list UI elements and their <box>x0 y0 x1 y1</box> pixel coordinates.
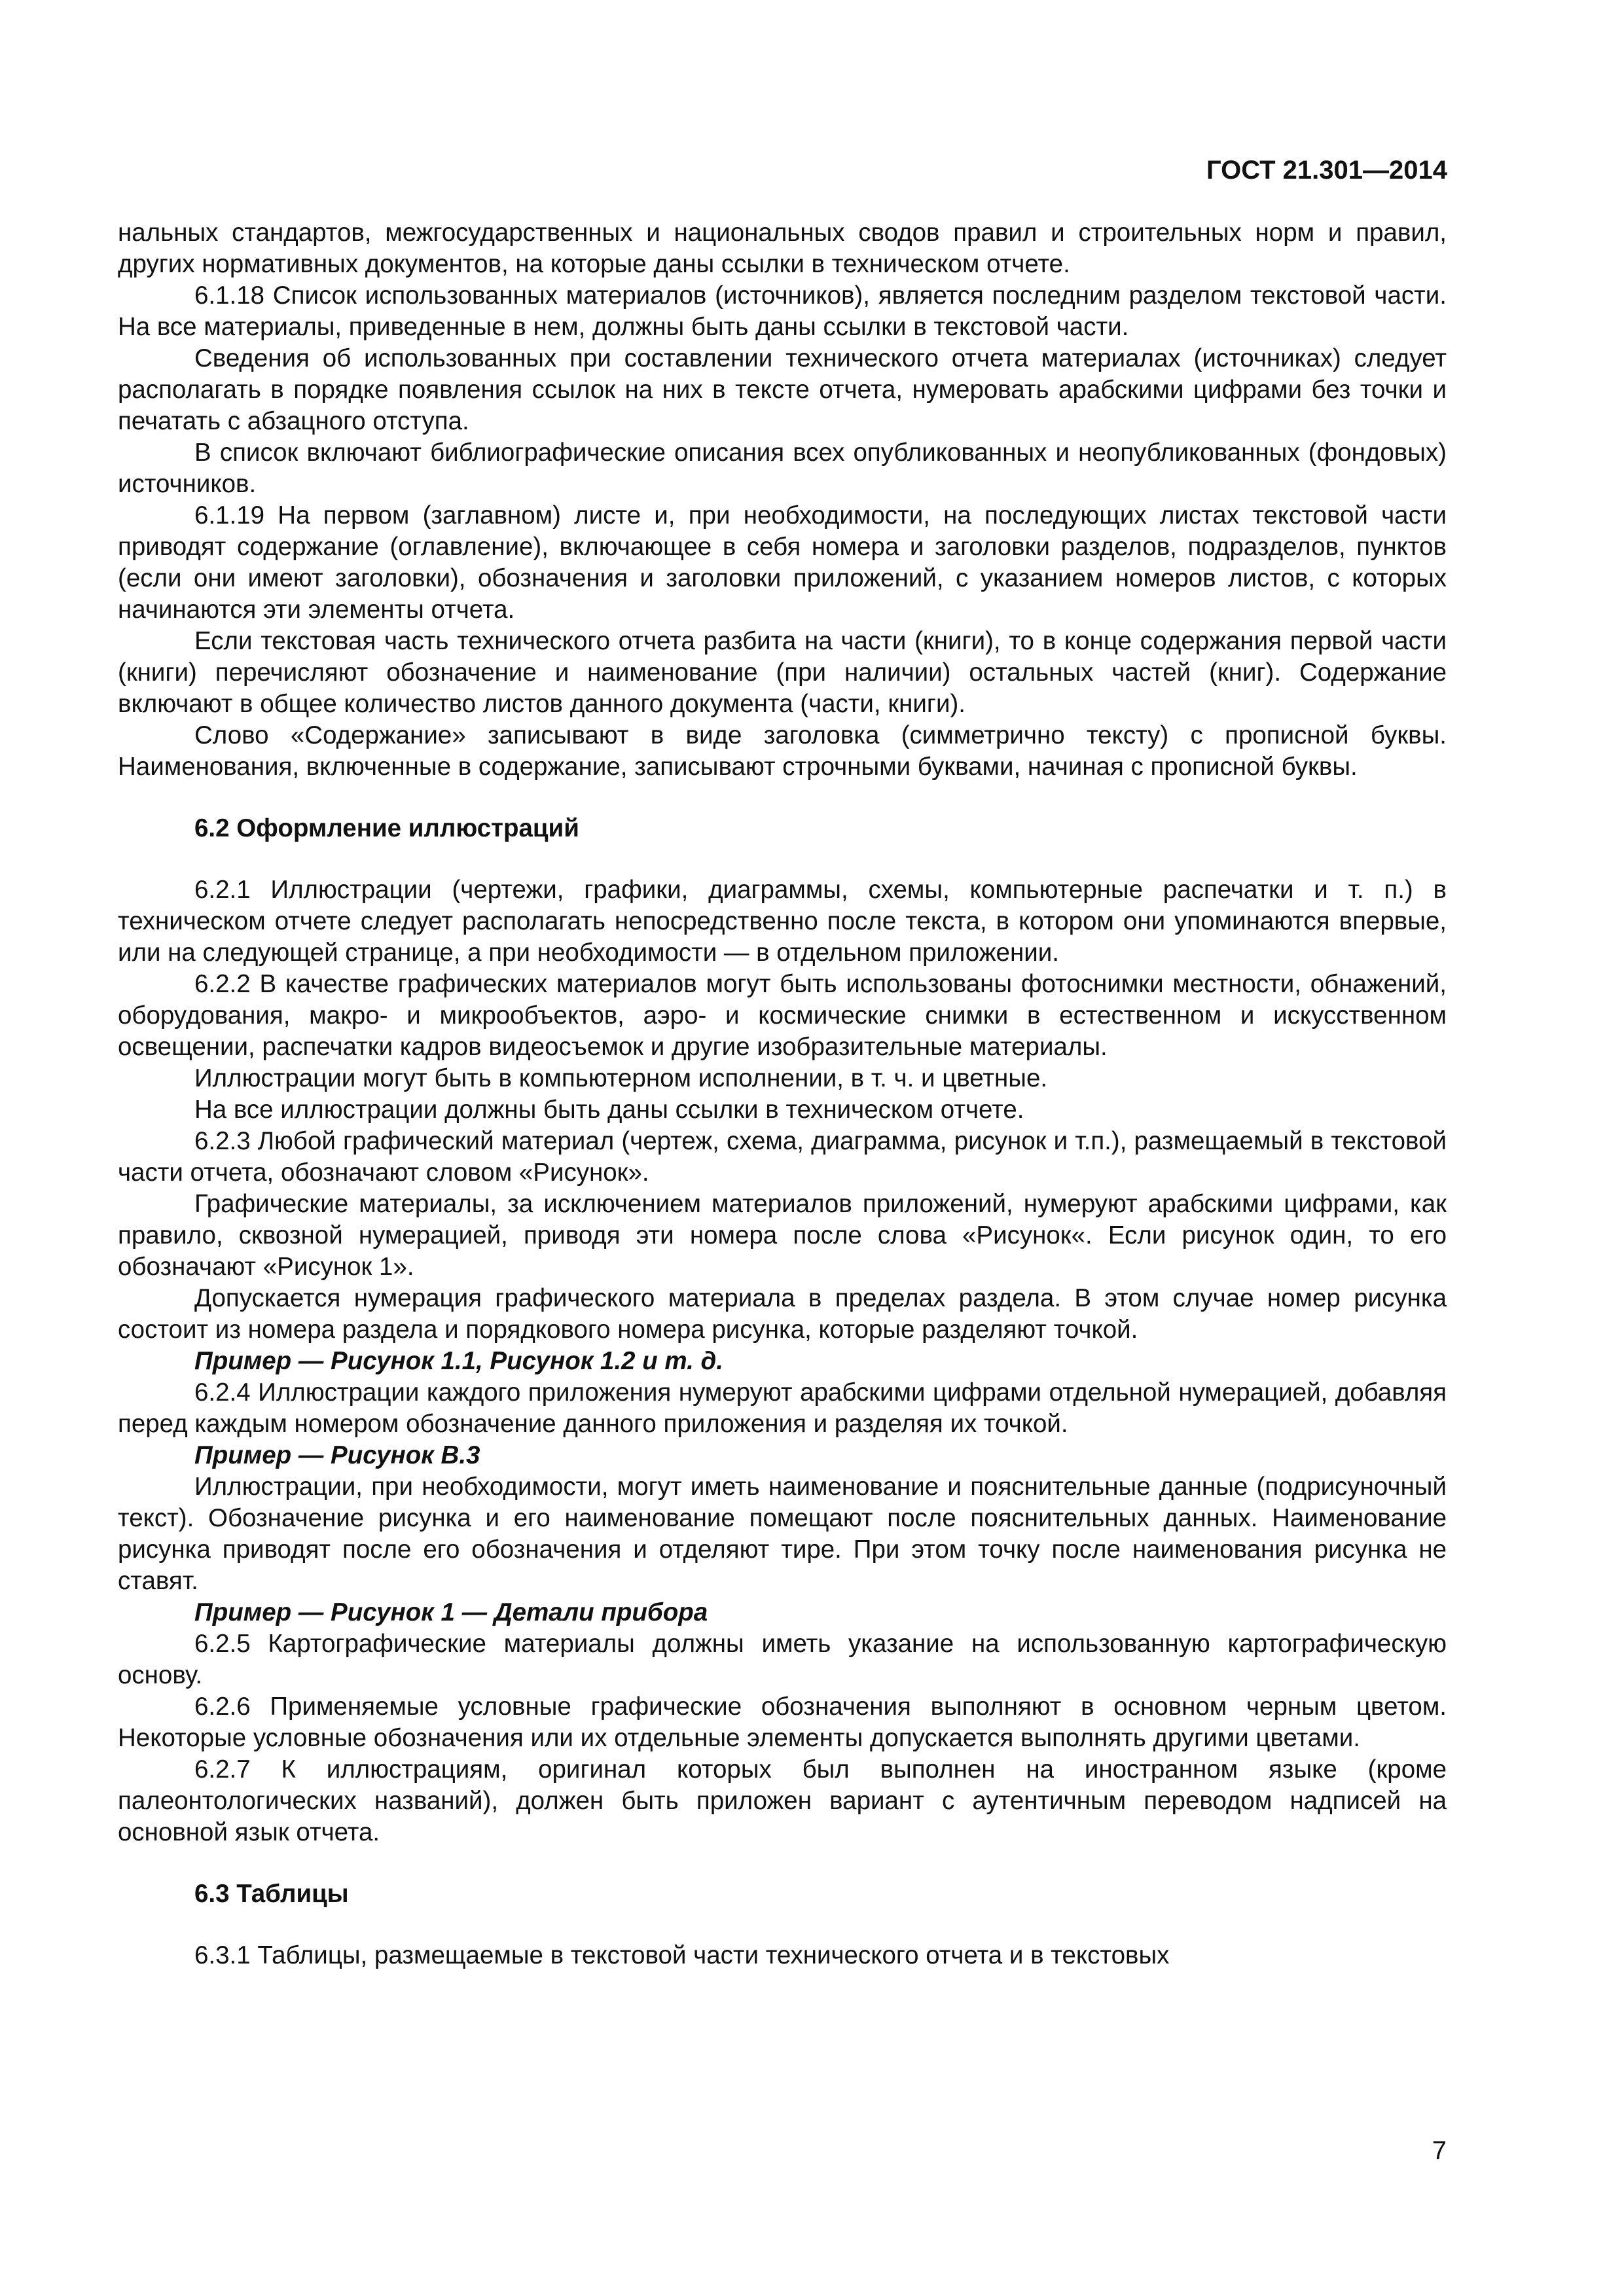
paragraph: На все иллюстрации должны быть даны ссылки в техническом отчете. <box>194 1096 1024 1124</box>
paragraph: Графические материалы, за исключением материалов приложений, нумеруют арабскими цифрами, как правило, сквозной нумерацией, приводя эти номера после слова «Рисунок«. Если рисунок один, то его обозначают «Рисунок 1». <box>118 1190 1447 1281</box>
paragraph: Иллюстрации могут быть в компьютерном исполнении, в т. ч. и цветные. <box>194 1064 1048 1092</box>
page-number: 7 <box>1432 2136 1447 2165</box>
section-heading-6-2: 6.2 Оформление иллюстраций <box>194 814 579 842</box>
paragraph: Если текстовая часть технического отчета разбита на части (книги), то в конце содержания первой части (книги) перечисляют обозначение и наименование (при наличии) остальных частей (книг). Содержание включают в общее количество листов данного документа (части, книги). <box>118 627 1447 718</box>
paragraph: Сведения об использованных при составлении технического отчета материалах (источниках) следует располагать в порядке появления ссылок на них в тексте отчета, нумеровать арабскими цифрами без точки и печатать с абзацного отступа. <box>118 344 1447 435</box>
paragraph-6-2-2: 6.2.2 В качестве графических материалов могут быть использованы фотоснимки местности, обнажений, оборудования, макро- и микрообъектов, аэро- и космические снимки в естественном и искусственном освещении, распечатки кадров видеосъемок и другие изобразительные материалы. <box>118 970 1447 1061</box>
paragraph-6-2-4: 6.2.4 Иллюстрации каждого приложения нумеруют арабскими цифрами отдельной нумерацией, добавляя перед каждым номером обозначение данного приложения и разделяя их точкой. <box>118 1378 1447 1438</box>
paragraph-6-2-6: 6.2.6 Применяемые условные графические обозначения выполняют в основном черным цветом. Некоторые условные обозначения или их отдельные элементы допускается выполнять другими цветами. <box>118 1693 1447 1752</box>
paragraph-6-2-5: 6.2.5 Картографические материалы должны иметь указание на использованную картографическую основу. <box>118 1630 1447 1689</box>
paragraph: Иллюстрации, при необходимости, могут иметь наименование и пояснительные данные (подрисуночный текст). Обозначение рисунка и его наименование помещают после пояснительных данных. Наименование рисунка приводят после его обозначения и отделяют тире. При этом точку после наименования рисунка не ставят. <box>118 1473 1447 1595</box>
document-code: ГОСТ 21.301—2014 <box>1206 156 1447 185</box>
example-line: Пример — Рисунок 1.1, Рисунок 1.2 и т. д. <box>194 1347 723 1375</box>
paragraph-6-1-19: 6.1.19 На первом (заглавном) листе и, при необходимости, на последующих листах текстовой части приводят содержание (оглавление), включающее в себя номера и заголовки разделов, подразделов, пунктов (если они имеют заголовки), обозначения и заголовки приложений, с указанием номеров листов, с которых начинаются эти элементы отчета. <box>118 501 1447 624</box>
paragraph: Допускается нумерация графического материала в пределах раздела. В этом случае номер рисунка состоит из номера раздела и порядкового номера рисунка, которые разделяют точкой. <box>118 1284 1447 1344</box>
paragraph-6-2-7: 6.2.7 К иллюстрациям, оригинал которых был выполнен на иностранном языке (кроме палеонтологических названий), должен быть приложен вариант с аутентичным переводом надписей на основной язык отчета. <box>118 1755 1447 1846</box>
document-body <box>118 217 1447 1971</box>
example-line: Пример — Рисунок В.3 <box>194 1441 480 1469</box>
example-line: Пример — Рисунок 1 — Детали прибора <box>194 1598 708 1626</box>
paragraph: В список включают библиографические описания всех опубликованных и неопубликованных (фондовых) источников. <box>118 439 1447 498</box>
paragraph-6-2-3: 6.2.3 Любой графический материал (чертеж, схема, диаграмма, рисунок и т.п.), размещаемый в текстовой части отчета, обозначают словом «Рисунок». <box>118 1127 1447 1187</box>
paragraph-6-3-1: 6.3.1 Таблицы, размещаемые в текстовой части технического отчета и в текстовых <box>194 1941 1170 1969</box>
paragraph-6-2-1: 6.2.1 Иллюстрации (чертежи, графики, диаграммы, схемы, компьютерные распечатки и т. п.) в техническом отчете следует располагать непосредственно после текста, в котором они упоминаются впервые, или на следующей странице, а при необходимости — в отдельном приложении. <box>118 876 1447 967</box>
paragraph: нальных стандартов, межгосударственных и национальных сводов правил и строительных норм и правил, других нормативных документов, на которые даны ссылки в техническом отчете. <box>118 219 1447 278</box>
paragraph-6-1-18: 6.1.18 Список использованных материалов (источников), является последним разделом текстовой части. На все материалы, приведенные в нем, должны быть даны ссылки в текстовой части. <box>118 281 1447 341</box>
paragraph: Слово «Содержание» записывают в виде заголовка (симметрично тексту) с прописной буквы. Наименования, включенные в содержание, записывают строчными буквами, начиная с прописной буквы. <box>118 721 1447 781</box>
section-heading-6-3: 6.3 Таблицы <box>194 1880 349 1908</box>
